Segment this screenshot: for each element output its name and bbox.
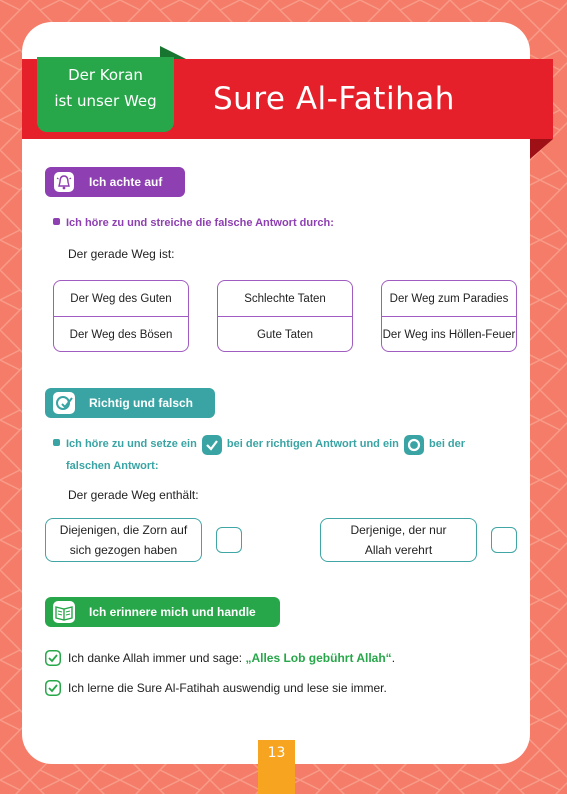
section-pill-label: Ich erinnere mich und handle bbox=[89, 605, 256, 619]
action-item-1 bbox=[45, 650, 395, 666]
bullet bbox=[53, 218, 60, 225]
series-line-2: ist unser Weg bbox=[54, 92, 157, 110]
action-text-end: . bbox=[391, 651, 396, 665]
answer-checkbox-2[interactable] bbox=[491, 527, 517, 553]
book-series-tab bbox=[37, 57, 174, 132]
choice-option[interactable]: Gute Taten bbox=[256, 329, 314, 341]
statement-line: Derjenige, der nur bbox=[350, 523, 447, 537]
bell-icon bbox=[52, 170, 76, 194]
circle-icon bbox=[404, 435, 424, 455]
choice-option[interactable]: Der Weg des Bösen bbox=[69, 329, 173, 341]
choice-option[interactable]: Der Weg ins Höllen-Feuer bbox=[382, 329, 516, 341]
bullet bbox=[53, 439, 60, 446]
statement-box-2 bbox=[320, 518, 477, 562]
instruction-true-false bbox=[53, 433, 523, 477]
section-pill-label: Richtig und falsch bbox=[89, 396, 194, 410]
instruction-text: Ich höre zu und streiche die falsche Antwort durch: bbox=[66, 217, 334, 229]
book-icon bbox=[52, 600, 76, 624]
page-number: 13 bbox=[258, 740, 295, 794]
section-pill-true-false bbox=[45, 388, 215, 418]
choice-pair-2 bbox=[217, 280, 353, 352]
action-text: Ich danke Allah immer und sage: bbox=[68, 651, 243, 665]
instruction-text: bei der bbox=[428, 438, 466, 450]
prompt-text: Der gerade Weg enthält: bbox=[68, 488, 199, 502]
quote-text: „Alles Lob gebührt Allah“ bbox=[245, 651, 392, 665]
green-check-icon bbox=[45, 650, 61, 666]
section-pill-attention bbox=[45, 167, 185, 197]
choice-pair-1 bbox=[53, 280, 189, 352]
page-title: Sure Al-Fatihah bbox=[213, 81, 455, 117]
instruction-text: Ich höre zu und setze ein bbox=[66, 438, 197, 450]
choice-option[interactable]: Der Weg des Guten bbox=[54, 281, 188, 317]
choice-option[interactable]: Schlechte Taten bbox=[218, 281, 352, 317]
instruction-text: falschen Antwort: bbox=[66, 460, 159, 472]
statement-line: Allah verehrt bbox=[364, 543, 433, 557]
green-check-icon bbox=[45, 680, 61, 696]
series-line-1: Der Koran bbox=[68, 66, 143, 84]
choice-pair-3 bbox=[381, 280, 517, 352]
ribbon-fold bbox=[530, 139, 553, 159]
checkmark-icon bbox=[202, 435, 222, 455]
statement-box-1 bbox=[45, 518, 202, 562]
statement-line: Diejenigen, die Zorn auf bbox=[59, 523, 188, 537]
instruction-strike bbox=[53, 212, 334, 234]
instruction-text: bei der richtigen Antwort und ein bbox=[226, 438, 399, 450]
statement-line: sich gezogen haben bbox=[69, 543, 178, 557]
choice-option[interactable]: Der Weg zum Paradies bbox=[382, 281, 516, 317]
answer-checkbox-1[interactable] bbox=[216, 527, 242, 553]
prompt-text: Der gerade Weg ist: bbox=[68, 247, 175, 261]
action-text: Ich lerne die Sure Al-Fatihah auswendig und lese sie immer. bbox=[68, 681, 387, 695]
section-pill-remember bbox=[45, 597, 280, 627]
section-pill-label: Ich achte auf bbox=[89, 175, 163, 189]
action-item-2 bbox=[45, 680, 387, 696]
check-circle-icon bbox=[52, 391, 76, 415]
